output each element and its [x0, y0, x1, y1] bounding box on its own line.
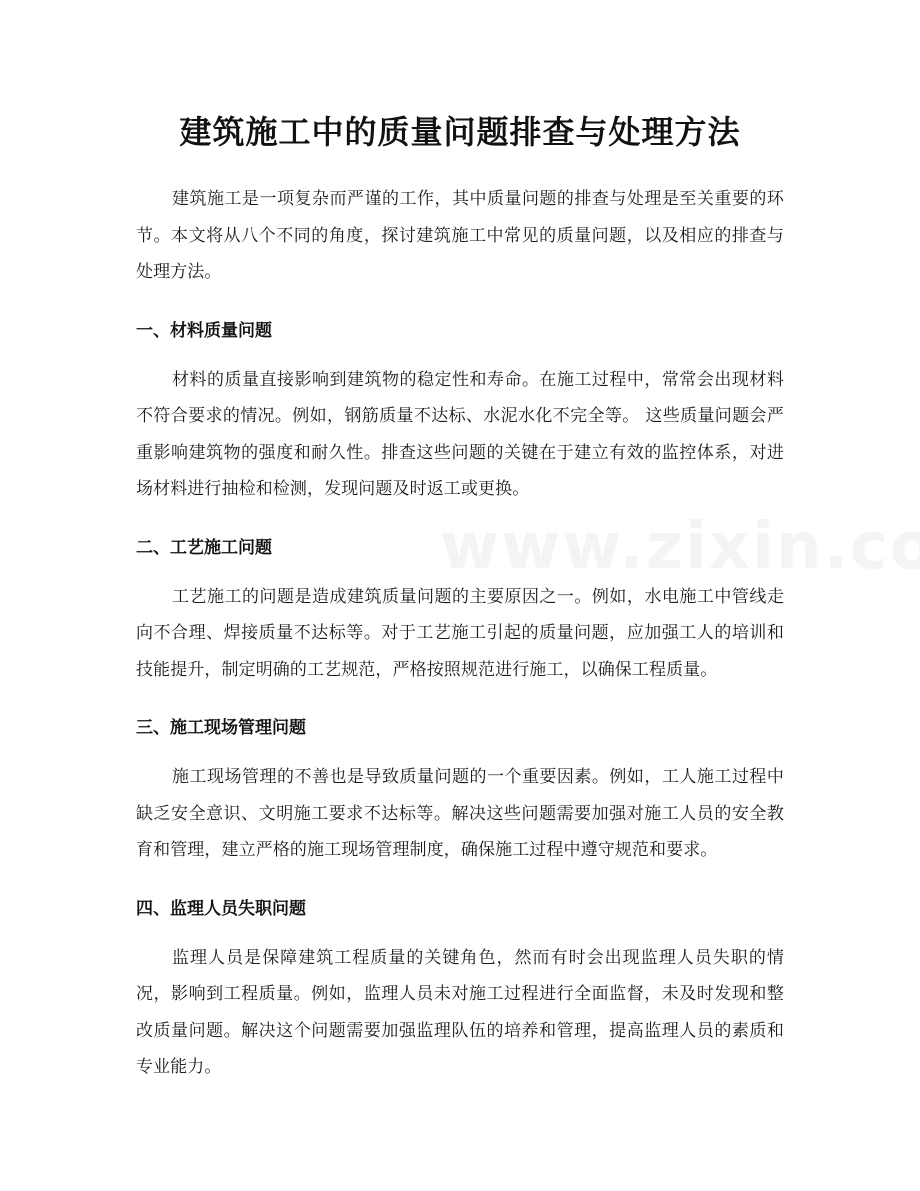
section-heading-craft: 二、工艺施工问题 [136, 537, 272, 558]
section-body-site-management: 施工现场管理的不善也是导致质量问题的一个重要因素。例如，工人施工过程中缺乏安全意识、文明施工要求不达标等。解决这些问题需要加强对施工人员的安全教育和管理，建立严格的施工现场管理制度，确保施工过程中遵守规范和要求。 [136, 767, 784, 860]
section-body-craft: 工艺施工的问题是造成建筑质量问题的主要原因之一。例如，水电施工中管线走向不合理、焊接质量不达标等。对于工艺施工引起的质量问题，应加强工人的培训和技能提升，制定明确的工艺规范，严格按照规范进行施工，以确保工程质量。 [136, 586, 784, 680]
section-heading-supervision: 四、监理人员失职问题 [136, 898, 306, 919]
section-heading-site-management: 三、施工现场管理问题 [136, 718, 306, 738]
document-body [136, 181, 784, 1112]
section-heading-materials: 一、材料质量问题 [136, 320, 272, 341]
section-body-supervision: 监理人员是保障建筑工程质量的关键角色，然而有时会出现监理人员失职的情况，影响到工程质量。例如，监理人员未对施工过程进行全面监督，未及时发现和整改质量问题。解决这个问题需要加强监理队伍的培养和管理，提高监理人员的素质和专业能力。 [136, 947, 784, 1077]
intro-paragraph: 建筑施工是一项复杂而严谨的工作，其中质量问题的排查与处理是至关重要的环节。本文将从八个不同的角度，探讨建筑施工中常见的质量问题，以及相应的排查与处理方法。 [136, 189, 784, 282]
section-body-materials: 材料的质量直接影响到建筑物的稳定性和寿命。在施工过程中，常常会出现材料不符合要求的情况。例如，钢筋质量不达标、水泥水化不完全等。 这些质量问题会严重影响建筑物的强度和耐久性。排查这些问题的关键在于建立有效的监控体系，对进场材料进行抽检和检测，发现问题及时返工或更换。 [136, 369, 784, 499]
document-title: 建筑施工中的质量问题排查与处理方法 [179, 113, 741, 151]
